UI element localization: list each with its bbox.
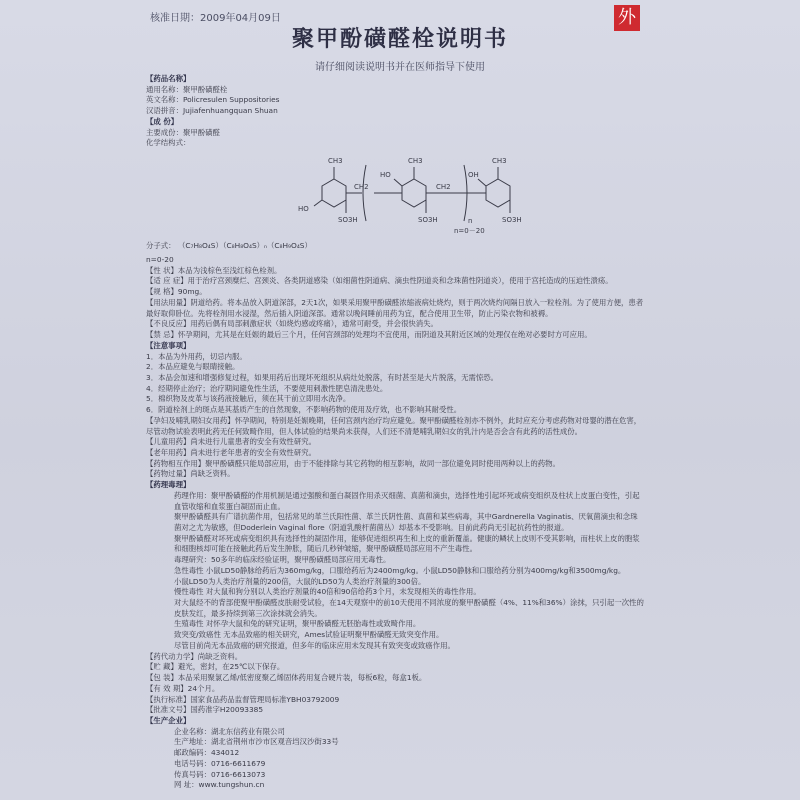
ch3-label-3: CH3 xyxy=(492,157,507,166)
precaution-item: 1．本品为外用药，切忌内服。 xyxy=(146,351,247,361)
children-section: 【儿童用药】尚未进行儿童患者的安全有效性研究。 xyxy=(146,437,316,447)
pharmacology-paragraph: 药理作用：聚甲酚磺醛的作用机制是通过强酸和蛋白凝固作用杀灭细菌、真菌和滴虫，选择性地引起坏死或病变组织及柱状上皮蛋白变性，引起血管收缩和血浆蛋白凝固而止血。 xyxy=(174,490,640,511)
leaflet-subtitle: 请仔细阅读说明书并在医师指导下使用 xyxy=(315,62,485,73)
manufacturer-heading: 【生产企业】 xyxy=(146,715,191,725)
pinyin-name: 汉语拼音：Jujiafenhuangquan Shuan xyxy=(146,106,278,116)
english-name: 英文名称：Policresulen Suppositories xyxy=(146,95,280,105)
pharmacology-paragraph: 慢性毒性 对大鼠和狗分别以人类治疗剂量的40倍和90倍给药3个月，未发现相关的毒性作用。 xyxy=(174,587,481,597)
approval-number-section: 【批准文号】国药准字H20093385 xyxy=(146,705,264,715)
package-section: 【包 装】本品采用聚氯乙烯/低密度聚乙烯固体药用复合硬片装，每板6粒，每盒1板。 xyxy=(146,673,427,683)
drug-name-heading: 【药品名称】 xyxy=(146,74,191,83)
adverse-reactions-section: 【不良反应】用药后偶有局部刺激症状（如烧灼感或疼痛），通常可耐受，并会很快消失。 xyxy=(146,319,438,329)
so3h-label-2: SO3H xyxy=(418,216,438,225)
pharmacokinetics-section: 【药代动力学】尚缺乏资料。 xyxy=(146,651,243,661)
pharmacology-paragraph: 对大鼠经不的背部使聚甲酚磺醛皮肤耐受试验，在14天观察中的前10天使用不同浓度的聚甲酚磺醛（4%、11%和36%）涂抹，只引起一次性的皮肤发红，最多持续到第三次涂抹就会消失。 xyxy=(174,598,644,618)
ho-label-2: HO xyxy=(380,171,391,180)
generic-name: 通用名称：聚甲酚磺醛栓 xyxy=(146,84,228,94)
manufacturer-line: 企业名称：湖北东信药业有限公司 xyxy=(174,726,285,736)
indications-section: 【适 应 症】用于治疗宫颈糜烂、宫颈炎、各类阴道感染（如细菌性阴道病、滴虫性阴道炎和念珠菌性阴道炎），使用于宫托造成的压迫性溃疡。 xyxy=(146,276,613,286)
ch2-label-1: CH2 xyxy=(354,183,369,192)
precautions-heading: 【注意事项】 xyxy=(146,340,191,350)
precaution-item: 5．棉织物及皮革与该药液接触后，须在其干前立即用水洗净。 xyxy=(146,394,351,404)
molecular-formula xyxy=(146,241,644,255)
leaflet-body xyxy=(146,74,644,791)
pharmacology-paragraph: 致突变/致癌性 无本品致癌的相关研究，Ames试验证明聚甲酚磺醛无致突变作用。 xyxy=(174,630,444,640)
external-use-stamp: 外 xyxy=(614,5,640,31)
ch2-label-2: CH2 xyxy=(436,183,451,192)
structure-label: 化学结构式： xyxy=(146,138,191,148)
pharmacology-paragraph: 急性毒性 小鼠LD50静脉给药后为360mg/kg，口服给药后为2400mg/kg。小鼠LD50静脉和口服给药分别为400mg/kg和3500mg/kg。 xyxy=(174,565,626,575)
so3h-label-3: SO3H xyxy=(502,216,522,225)
oh-label: OH xyxy=(468,171,479,180)
precaution-item: 2．本品应避免与眼睛接触。 xyxy=(146,362,240,372)
so3h-label-1: SO3H xyxy=(338,216,358,225)
repeat-n-label: n xyxy=(468,217,473,226)
pharmacology-heading: 【药理毒理】 xyxy=(146,480,191,490)
manufacturer-line: 生产地址：湖北省荆州市沙市区观音垱汉沙街33号 xyxy=(174,737,339,747)
storage-section: 【贮 藏】避光，密封，在25℃以下保存。 xyxy=(146,662,285,672)
pharmacology-paragraph: 生殖毒性 对怀孕大鼠和兔的研究证明，聚甲酚磺醛无胚胎毒性或致畸作用。 xyxy=(174,619,421,629)
chemical-structure-diagram xyxy=(296,151,556,235)
approval-date: 核准日期：2009年04月09日 xyxy=(150,13,281,24)
pharmacology-paragraph: 聚甲酚磺醛对坏死或病变组织具有选择性的凝固作用，能够促进组织再生和上皮的重新覆盖。健康的鳞状上皮则不受其影响，而柱状上皮的胞浆和细胞核却可能在接触此药后发生肿胀，随后几秒钟皱缩，聚甲酚磺醛局部应用不产生毒性。 xyxy=(174,533,640,554)
leaflet-title: 聚甲酚磺醛栓说明书 xyxy=(291,26,508,52)
formula-n: n=0-20 xyxy=(146,255,174,265)
pharmacology-paragraph: 尽管目前尚无本品致癌的研究报道，但多年的临床应用未发现其有致突变或致癌作用。 xyxy=(174,640,455,650)
elderly-section: 【老年用药】尚未进行老年患者的安全有效性研究。 xyxy=(146,447,316,457)
composition-heading: 【成 份】 xyxy=(146,116,179,126)
main-ingredient: 主要成份：聚甲酚磺醛 xyxy=(146,127,220,137)
dosage-section: 【用法用量】阴道给药。将本品放入阴道深部，2天1次，如果采用聚甲酚磺醛浓缩液病灶烧灼，则于两次烧灼间隔日放入一粒栓剂。为了使用方便，患者最好取仰卧位。先将栓剂用水浸湿，然后插入阴道深部。通常以晚间睡前用药为宜，配合使用卫生带，防止污染衣物和被褥。 xyxy=(146,297,644,318)
manufacturer-line: 邮政编码：434012 xyxy=(174,748,240,758)
manufacturer-line: 传真号码：0716-6613073 xyxy=(174,769,266,779)
interactions-section: 【药物相互作用】聚甲酚磺醛只能局部应用，由于不能排除与其它药物的相互影响，故同一部位避免同时使用两种以上的药物。 xyxy=(146,458,560,468)
formula-label: 分子式： xyxy=(146,241,176,251)
properties-section: 【性 状】本品为浅棕色至浅红棕色栓剂。 xyxy=(146,265,282,275)
ch3-label-1: CH3 xyxy=(328,157,343,166)
precaution-item: 6．阴道栓剂上的斑点是其基质产生的自然现象，不影响药物的使用及疗效，也不影响其耐受性。 xyxy=(146,405,462,415)
formula-value: （C₇H₈O₄S）（C₈H₈O₄S）ₙ（C₈H₉O₄S） xyxy=(177,241,312,251)
standard-section: 【执行标准】国家食品药品监督管理局标准YBH03792009 xyxy=(146,694,340,704)
n-range-label: n=0－20 xyxy=(454,227,485,236)
contraindications-section: 【禁 忌】怀孕期间，尤其是在妊娠的最后三个月，任何宫颈部的处理均不宜使用，而阴道及其附近区域的处理仅在绝对必要时方可应用。 xyxy=(146,330,592,340)
specification-section: 【规 格】90mg。 xyxy=(146,287,207,297)
manufacturer-line: 网 址：www.tungshun.cn xyxy=(174,780,265,790)
pregnancy-section: 【孕妇及哺乳期妇女用药】怀孕期间，特别是妊娠晚期，任何宫颈内治疗均应避免。聚甲酚磺醛栓剂亦不例外，此时应充分考虑药物对母婴的潜在危害，尽管动物试验表明此药无任何致畸作用，但人体试验的结果尚未获得，人们还不清楚哺乳期妇女的乳汁内是否会含有此药的活性成份。 xyxy=(146,415,642,436)
chemical-structure xyxy=(146,151,644,235)
precaution-item: 3．本品会加速和增强修复过程，如果用药后出现坏死组织从病灶处脱落，有时甚至是大片脱落，无需惊恐。 xyxy=(146,372,499,382)
validity-section: 【有 效 期】24个月。 xyxy=(146,683,220,693)
pharmacology-paragraph: 小鼠LD50为人类治疗剂量的200倍，大鼠的LD50为人类治疗剂量的300倍。 xyxy=(174,576,426,586)
pharmacology-paragraph: 毒理研究：50多年的临床经验证明，聚甲酚磺醛局部应用无毒性。 xyxy=(174,555,391,565)
manufacturer-line: 电话号码：0716-6611679 xyxy=(174,758,266,768)
ch3-label-2: CH3 xyxy=(408,157,423,166)
pharmacology-paragraph: 聚甲酚磺醛具有广谱抗菌作用，包括常见的革兰氏阳性菌、革兰氏阴性菌、真菌和某些病毒，其中Gardnerella Vaginatis、厌氧菌滴虫和念珠菌对之尤为敏感，但Doderlein Vaginal flore（阴道乳酸杆菌菌丛）却基本不受影响。目前此药尚无引起抗药性的报道。 xyxy=(174,512,638,532)
ho-label-1: HO xyxy=(298,205,309,214)
precaution-item: 4．经期停止治疗；治疗期间避免性生活，不要使用刺激性肥皂清洗患处。 xyxy=(146,383,388,393)
overdose-section: 【药物过量】尚缺乏资料。 xyxy=(146,469,235,479)
